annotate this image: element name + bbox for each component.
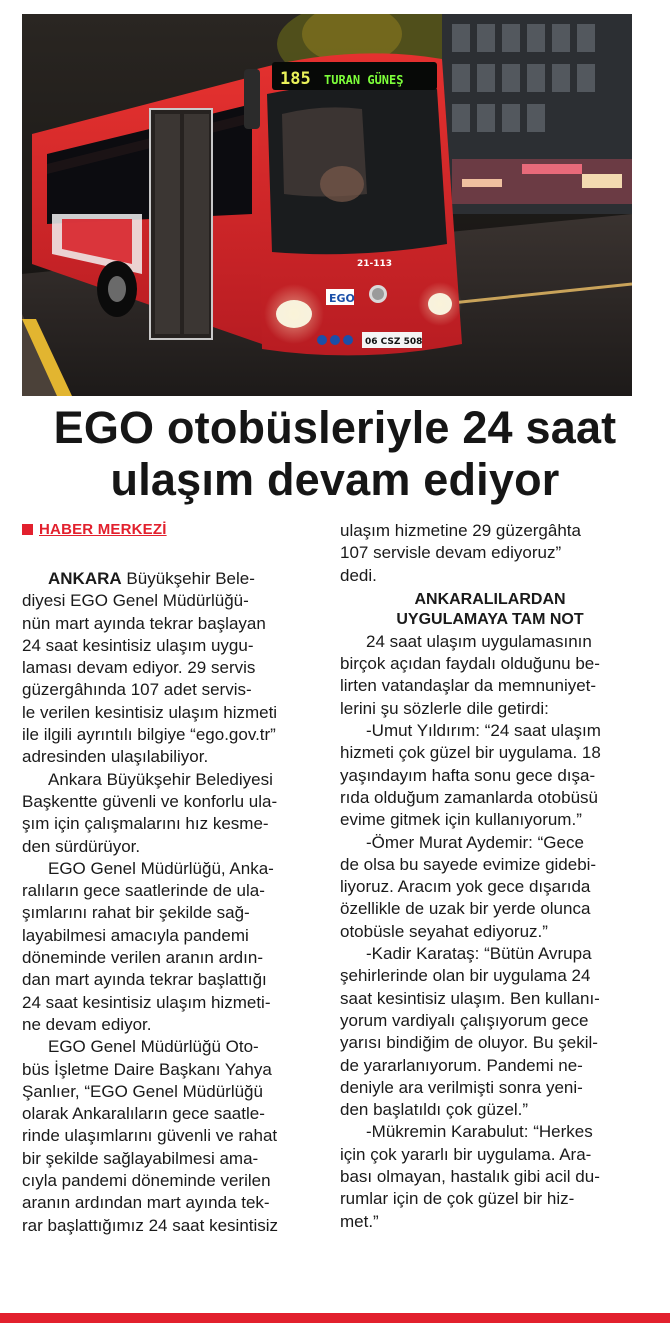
col1-line: le verilen kesintisiz ulaşım hizmeti [22, 702, 278, 722]
bus-illustration [22, 14, 632, 396]
col1-line: EGO Genel Müdürlüğü Oto- [48, 1037, 259, 1057]
col1-line: cıyla pandemi döneminde verilen [22, 1171, 271, 1191]
article-column-1 [22, 568, 322, 1237]
col1-line: güzergâhında 107 adet servis- [22, 680, 252, 700]
col2-line: -Umut Yıldırım: “24 saat ulaşım [366, 721, 601, 741]
side-mirror [244, 69, 260, 129]
fleet-number: 21-113 [357, 259, 393, 269]
col1-line: 24 saat kesintisiz ulaşım hizmeti- [22, 992, 271, 1012]
col2-line: 24 saat ulaşım uygulamasının [366, 631, 592, 651]
col2-line: 107 servisle devam ediyoruz” [340, 543, 562, 563]
headline-line-1: EGO otobüsleriyle 24 saat [53, 402, 617, 453]
col1-line: 24 saat kesintisiz ulaşım uygu- [22, 635, 254, 655]
headline-line-2: ulaşım devam ediyor [110, 454, 560, 505]
col1-line: ile ilgili ayrıntılı bilgiye “ego.gov.tr” [22, 725, 276, 745]
col1-line: şım için çalışmalarını hız kesme- [22, 814, 269, 834]
col1-line: Şanlıer, “EGO Genel Müdürlüğü [22, 1081, 263, 1101]
byline-text[interactable]: HABER MERKEZİ [39, 520, 167, 538]
lead-city: ANKARA [48, 569, 122, 588]
col2-line: yarısı bindiğim de oluyor. Bu şekil- [340, 1033, 598, 1053]
col1-line: Ankara Büyükşehir Belediyesi [48, 769, 273, 789]
col1-line: büs İşletme Daire Başkanı Yahya [22, 1059, 272, 1079]
destination-number: 185 [280, 69, 311, 89]
col2-line: dedi. [340, 565, 377, 585]
byline-square-icon [22, 524, 33, 535]
col2-line: -Mükremin Karabulut: “Herkes [366, 1122, 593, 1142]
col1-line: döneminde verilen aranın ardın- [22, 948, 263, 968]
col1-line: Başkentte güvenli ve konforlu ula- [22, 791, 278, 811]
col2-line: saat kesintisiz ulaşım. Ben kullanı- [340, 988, 600, 1008]
col2-line: rumlar için de çok güzel bir hiz- [340, 1189, 575, 1209]
col1-line: den sürdürüyor. [22, 836, 141, 856]
col1-line: EGO Genel Müdürlüğü, Anka- [48, 858, 274, 878]
col2-line: lirten vatandaşlar da memnuniyet- [340, 676, 597, 696]
destination-text: TURAN GÜNEŞ [324, 73, 404, 87]
svg-text:EGO: EGO [329, 292, 355, 305]
col2-line: rıda olduğum zamanlarda otobüsü [340, 787, 598, 807]
col2-line: -Ömer Murat Aydemir: “Gece [366, 832, 584, 852]
col2-line: de olsa bu sayede evimize gidebi- [340, 854, 597, 874]
col2-line: için çok yararlı bir uygulama. Ara- [340, 1144, 592, 1164]
col1-line: diyesi EGO Genel Müdürlüğü- [22, 591, 249, 611]
col2-line: ulaşım hizmetine 29 güzergâhta [340, 521, 581, 540]
headline [8, 402, 662, 506]
col2-line: hizmeti çok güzel bir uygulama. 18 [340, 743, 601, 763]
col2-line: evime gitmek için kullanıyorum.” [340, 810, 582, 830]
col1-line: rinde ulaşımlarını güvenli ve rahat [22, 1126, 278, 1146]
col2-line: met.” [340, 1211, 379, 1231]
col2-line: -Kadir Karataş: “Bütün Avrupa [366, 944, 592, 964]
col2-line: lerini şu sözlerle dile getirdi: [340, 698, 549, 718]
col2-line: deniyle ara verilmişti sonra yeni- [340, 1077, 583, 1097]
col2-line: otobüsle seyahat ediyoruz.” [340, 921, 548, 941]
col2-line: özellikle de uzak bir yerde olunca [340, 899, 591, 919]
article-column-2 [340, 520, 640, 1233]
byline [22, 519, 167, 539]
col1-line: bir şekilde sağlayabilmesi ama- [22, 1148, 259, 1168]
col1-line: dan mart ayında tekrar başlattığı [22, 970, 267, 990]
col1-line: laması devam ediyor. 29 servis [22, 658, 256, 678]
col1-line: rar başlattığımız 24 saat kesintisiz [22, 1215, 279, 1235]
col2-line: liyoruz. Aracım yok gece dışarıda [340, 877, 591, 897]
col1-line-0: ANKARA Büyükşehir Bele- [48, 569, 255, 588]
col1-line: layabilmesi amacıyla pandemi [22, 925, 249, 945]
col1-line: ralıların gece saatlerinde de ula- [22, 881, 265, 901]
col1-line: nün mart ayında tekrar başlayan [22, 613, 266, 633]
col1-line: ne devam ediyor. [22, 1014, 152, 1034]
col1-line: adresinden ulaşılabiliyor. [22, 747, 209, 767]
col2-line: yorum vardiyalı çalışıyorum gece [340, 1010, 589, 1030]
bus-photo [22, 14, 632, 396]
col1-line: olarak Ankaralıların gece saatle- [22, 1104, 265, 1124]
col2-line: de yararlanıyorum. Pandemi ne- [340, 1055, 583, 1075]
col1-line: aranın ardından mart ayında tek- [22, 1193, 270, 1213]
col2-line: birçok açıdan faydalı olduğunu be- [340, 654, 600, 674]
subheading: ANKARALILARDAN UYGULAMAYA TAM NOT [396, 590, 584, 628]
license-plate-text: 06 CSZ 508 [365, 337, 423, 347]
col2-line: den başlatıldı çok güzel.” [340, 1100, 529, 1120]
col2-line: şehirlerinde olan bir uygulama 24 [340, 966, 591, 986]
col2-line: yaşındayım hafta sonu gece dışa- [340, 765, 596, 785]
col2-line: bası olmayan, hastalık gibi acil du- [340, 1167, 600, 1187]
bottom-red-bar [0, 1313, 670, 1323]
col1-line: şımlarını rahat bir şekilde sağ- [22, 903, 250, 923]
